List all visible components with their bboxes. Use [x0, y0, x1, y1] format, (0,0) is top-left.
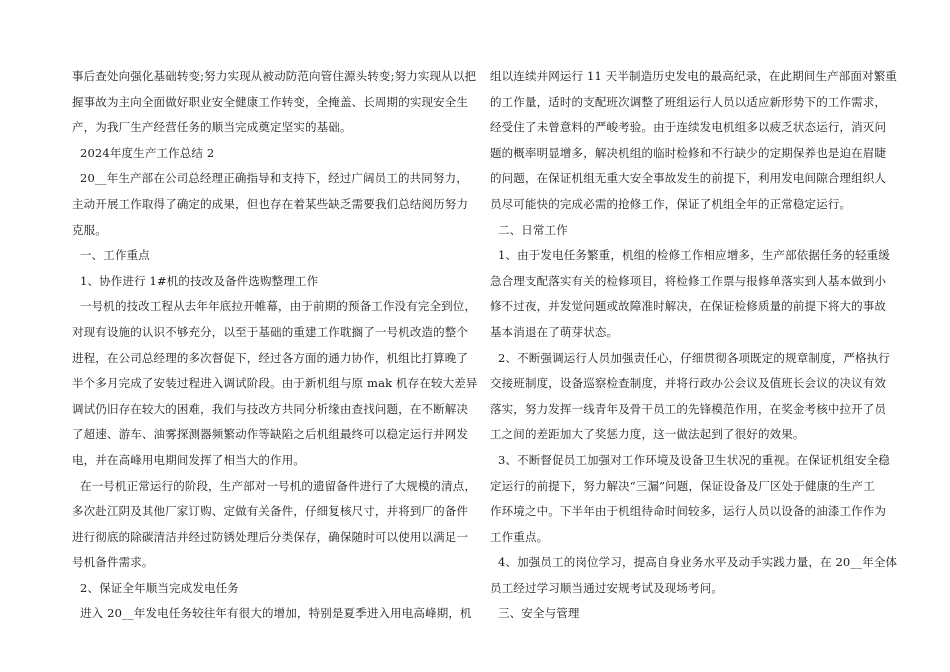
- text-line: 三、安全与管理: [498, 606, 580, 621]
- text-line: 组以连续并网运行 11 天半制造历史发电的最高纪录，在此期间生产部面对繁重: [490, 69, 897, 83]
- text-line: 急合理支配落实有关的检修项目，将检修工作票与报修单落实到人基本做到小: [490, 273, 887, 288]
- text-line: 20__年生产部在公司总经理正确指导和支持下，经过广阔员工的共同努力，: [80, 171, 468, 186]
- text-line: 的工作量，适时的支配班次调整了班组运行人员以适应新形势下的工作需求，: [490, 94, 887, 109]
- text-line: 一、工作重点: [80, 248, 150, 263]
- text-line: 员工经过学习顺当通过安规考试及现场考问。: [490, 580, 723, 595]
- text-line: 主动开展工作取得了确定的成果，但也存在着某些缺乏需要我们总结阅历努力: [72, 196, 469, 211]
- text-line: 握事故为主向全面做好职业安全健康工作转变，全掩盖、长周期的实现安全生: [72, 94, 469, 109]
- text-line: 进行彻底的除碳清洁并经过防锈处理后分类保存，确保随时可以使用以满足一: [72, 529, 469, 544]
- text-line: 2、保证全年顺当完成发电任务: [80, 580, 239, 595]
- text-line: 产，为我厂生产经营任务的顺当完成奠定坚实的基础。: [72, 120, 352, 135]
- text-line: 基本消退在了萌芽状态。: [490, 324, 619, 339]
- right-column: [490, 64, 898, 627]
- text-line: 调试仍旧存在较大的困难，我们与技改方共同分析缘由查找问题，在不断解决: [72, 401, 469, 416]
- text-line: 员尽可能快的完成必需的抢修工作，保证了机组全年的正常稳定运行。: [490, 196, 852, 211]
- left-column: [72, 64, 478, 627]
- text-line: 电，并在高峰用电期间发挥了相当大的作用。: [72, 452, 305, 467]
- text-line: 进入 20__年发电任务较往年有很大的增加，特别是夏季进入用电高峰期，机: [80, 606, 472, 621]
- text-line: 一号机的技改工程从去年年底拉开帷幕，由于前期的预备工作没有完全到位，: [80, 299, 477, 314]
- text-line: 的问题，在保证机组无重大安全事故发生的前提下，利用发电间隙合理组织人: [490, 171, 887, 186]
- text-line: 题的概率明显增多，解决机组的临时检修和不行缺少的定期保养也是迫在眉睫: [490, 145, 887, 160]
- text-line: 定运行的前提下，努力解决“三漏”问题，保证设备及厂区处于健康的生产工: [490, 478, 875, 493]
- text-line: 对现有设施的认识不够充分，以至于基础的重建工作耽搁了一号机改造的整个: [72, 324, 469, 339]
- text-line: 工作重点。: [490, 529, 549, 544]
- text-line: 修不过夜，并发觉问题或故障准时解决，在保证检修质量的前提下将大的事故: [490, 299, 887, 314]
- text-line: 在一号机正常运行的阶段，生产部对一号机的遗留备件进行了大规模的清点，: [80, 478, 477, 493]
- text-line: 2024年度生产工作总结 2: [80, 145, 215, 160]
- text-line: 交接班制度，设备巡察检查制度，并将行政办公会议及值班长会议的决议有效: [490, 376, 887, 391]
- text-line: 多次赴江阴及其他厂家订购、定做有关备件，仔细复核尺寸，并将到厂的备件: [72, 504, 469, 519]
- text-line: 4、加强员工的岗位学习，提高自身业务水平及动手实践力量，在 20__年全体: [498, 555, 898, 570]
- text-line: 2、不断强调运行人员加强责任心，仔细贯彻各项既定的规章制度，严格执行: [498, 350, 890, 365]
- text-line: 落实，努力发挥一线青年及骨干员工的先锋模范作用，在奖金考核中拉开了员: [490, 401, 887, 416]
- text-line: 事后查处向强化基础转变;努力实现从被动防范向管住源头转变;努力实现从以把: [72, 69, 477, 83]
- text-line: 克服。: [72, 222, 107, 237]
- text-line: 1、由于发电任务繁重，机组的检修工作相应增多，生产部依据任务的轻重缓: [498, 248, 890, 263]
- text-line: 二、日常工作: [498, 222, 568, 237]
- text-line: 作环境之中。下半年由于机组待命时间较多，运行人员以设备的油漆工作作为: [490, 504, 887, 519]
- text-line: 工之间的差距加大了奖惩力度，这一做法起到了很好的效果。: [490, 427, 805, 442]
- text-line: 了超速、游车、油雾探测器频繁动作等缺陷之后机组最终可以稳定运行并网发: [72, 427, 469, 442]
- text-line: 经受住了未曾意料的严峻考验。由于连续发电机组多以疲乏状态运行，消灭问: [490, 120, 887, 135]
- text-line: 1、协作进行 1#机的技改及备件选购整理工作: [80, 273, 319, 288]
- text-line: 进程，在公司总经理的多次督促下，经过各方面的通力协作，机组比打算晚了: [72, 350, 469, 365]
- text-line: 号机备件需求。: [72, 555, 154, 570]
- text-line: 3、不断督促员工加强对工作环境及设备卫生状况的重视。在保证机组安全稳: [498, 452, 890, 467]
- text-line: 半个多月完成了安装过程进入调试阶段。由于新机组与原 mak 机存在较大差异: [72, 376, 478, 391]
